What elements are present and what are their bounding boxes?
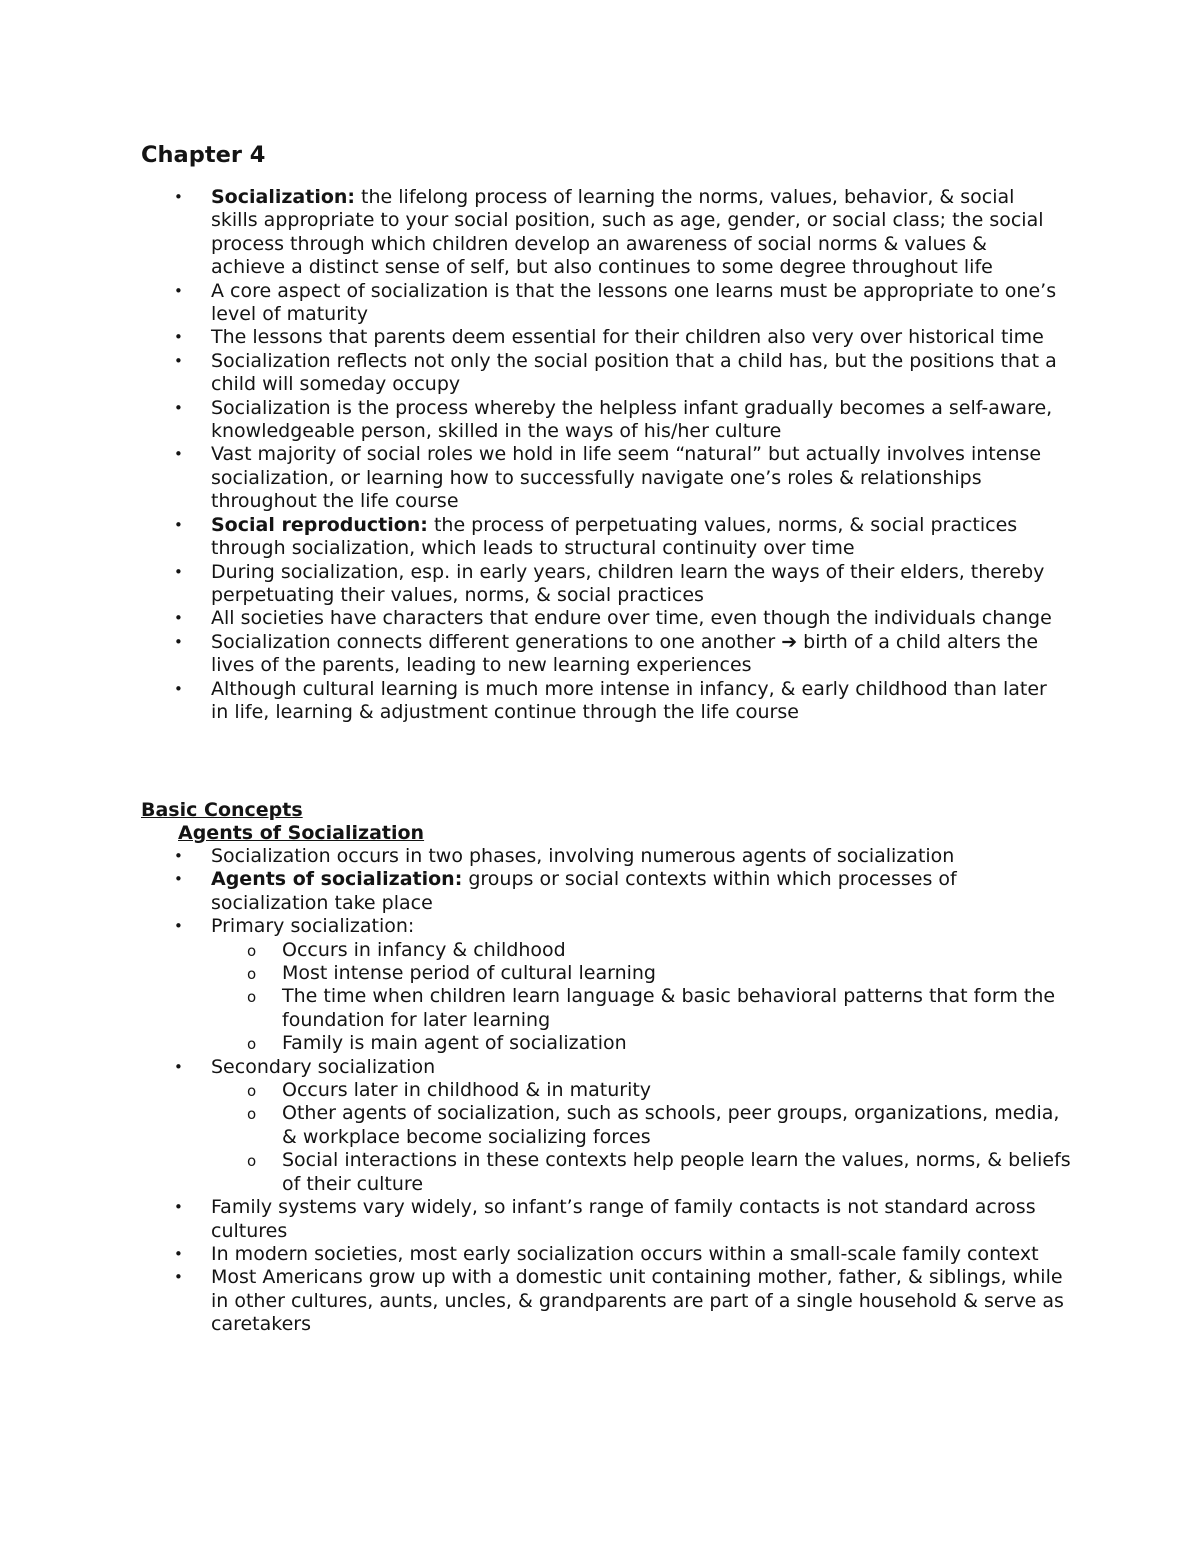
bullet-icon: • (174, 609, 183, 628)
item-text: Socialization reflects not only the social position that a child has, but the positions that a child will someday occupy (211, 349, 1057, 396)
sub-bullet-icon: o (247, 941, 257, 960)
bullet-icon: • (174, 1057, 183, 1076)
bullet-icon: • (174, 847, 183, 865)
list-item (0, 845, 1066, 868)
item-text: All societies have characters that endure over time, even though the individuals change (211, 607, 1052, 630)
sub-bullet-icon: o (247, 988, 257, 1007)
term-label: Socialization: (211, 186, 356, 208)
page-title: Chapter 4 (141, 142, 266, 168)
bullet-icon: • (174, 917, 183, 936)
item-text: the lifelong process of learning the norms, values, behavior, & social skills appropriate to your social position, such as age, gender, or social class; the social process through which children develop an awareness of social norms & values & achieve a distinct sense of self, but also continues to some degree throughout life (211, 186, 1044, 279)
bullet-icon: • (174, 1244, 183, 1263)
sub-list-item (211, 939, 1072, 962)
sub-bullet-icon: o (247, 1105, 257, 1124)
sub-bullet-icon: o (247, 1152, 257, 1171)
subsection-heading: Agents of Socialization (178, 822, 425, 844)
list-item (0, 631, 1066, 678)
list-item (0, 280, 1066, 327)
bullet-icon: • (174, 562, 183, 581)
sub-item-text: Family is main agent of socialization (282, 1032, 627, 1055)
list-item (0, 326, 1066, 349)
item-text: Secondary socialization (211, 1055, 436, 1078)
list-item (0, 607, 1066, 630)
item-text: Socialization occurs in two phases, involving numerous agents of socialization (211, 845, 955, 867)
bullet-icon: • (174, 515, 183, 534)
item-text: Although cultural learning is much more intense in infancy, & early childhood than later in life, learning & adjustment continue through the life course (211, 677, 1047, 723)
sub-list-item (211, 1149, 1072, 1196)
sub-item-text: Occurs later in childhood & in maturity (282, 1079, 652, 1102)
sub-item-text: Social interactions in these contexts help people learn the values, norms, & beliefs of their culture (282, 1149, 1071, 1195)
bullet-icon: • (174, 1268, 183, 1287)
term-label: Agents of socialization: (211, 868, 463, 891)
list-item (0, 514, 1066, 561)
sub-list-item (211, 962, 1072, 985)
list-item (0, 186, 1066, 280)
item-text: Family systems vary widely, so infant’s range of family contacts is not standard across cultures (211, 1196, 1036, 1242)
list-item (0, 350, 1066, 397)
bullet-icon: • (174, 445, 183, 464)
item-text: groups or social contexts within which processes of socialization take place (211, 868, 957, 914)
list-item (0, 1196, 1066, 1243)
item-text: During socialization, esp. in early years, children learn the ways of their elders, thereby perpetuating their values, norms, & social practices (211, 560, 1045, 606)
item-text: Vast majority of social roles we hold in life seem “natural” but actually involves intense socialization, or learning how to successfully navigate one’s roles & relationships throughout the life course (211, 443, 1042, 513)
sub-list-item (211, 1032, 1072, 1055)
sub-item-text: The time when children learn language & basic behavioral patterns that form the foundation for later learning (282, 985, 1056, 1031)
bullet-icon: • (174, 679, 183, 698)
sub-list-item (211, 1079, 1072, 1102)
sub-item-text: Occurs in infancy & childhood (282, 938, 566, 961)
list-item (0, 561, 1066, 608)
bullet-icon: • (174, 328, 183, 347)
item-text: Socialization is the process whereby the helpless infant gradually becomes a self-aware, knowledgeable person, skilled in the ways of his/her culture (211, 396, 1053, 443)
list-item (0, 1055, 1071, 1196)
bullet-icon: • (174, 281, 183, 300)
sub-item-text: Most intense period of cultural learning (282, 962, 656, 985)
sub-bullet-icon: o (247, 965, 257, 984)
sub-list-item (211, 1102, 1072, 1149)
list-item (0, 443, 1066, 513)
main-bullet-list (0, 186, 1066, 724)
bullet-icon: • (174, 398, 183, 417)
item-text: In modern societies, most early socialization occurs within a small-scale family context (211, 1242, 1039, 1265)
bullet-icon: • (174, 870, 183, 889)
list-item (0, 868, 1066, 915)
list-item (0, 1266, 1066, 1336)
list-item (0, 915, 1066, 1055)
section-heading: Basic Concepts (141, 799, 303, 821)
item-text: A core aspect of socialization is that the lessons one learns must be appropriate to one’s level of maturity (211, 279, 1057, 326)
bullet-icon: • (174, 188, 183, 206)
sub-bullet-icon: o (247, 1035, 257, 1054)
item-text: Socialization connects different generations to one another ➔ birth of a child alters the lives of the parents, leading to new learning experiences (211, 630, 1039, 677)
item-text: the process of perpetuating values, norms, & social practices through socialization, which leads to structural continuity over time (211, 513, 1018, 560)
sub-bullet-icon: o (247, 1082, 257, 1101)
term-label: Social reproduction: (211, 513, 428, 536)
list-item (0, 678, 1066, 725)
sub-item-text: Other agents of socialization, such as schools, peer groups, organizations, media, & workplace become socializing forces (282, 1102, 1060, 1148)
sub-bullet-list (211, 1079, 1071, 1196)
item-text: Primary socialization: (211, 915, 415, 938)
sub-bullet-list (211, 939, 1066, 1056)
sub-list-item (211, 985, 1072, 1032)
bullet-icon: • (174, 351, 183, 370)
list-item (0, 1243, 1066, 1266)
bullet-icon: • (174, 632, 183, 651)
item-text: The lessons that parents deem essential for their children also very over historical time (211, 326, 1044, 349)
list-item (0, 397, 1066, 444)
item-text: Most Americans grow up with a domestic unit containing mother, father, & siblings, while in other cultures, aunts, uncles, & grandparents are part of a single household & serve as caretakers (211, 1266, 1064, 1336)
concepts-bullet-list (0, 845, 1071, 1337)
bullet-icon: • (174, 1198, 183, 1217)
